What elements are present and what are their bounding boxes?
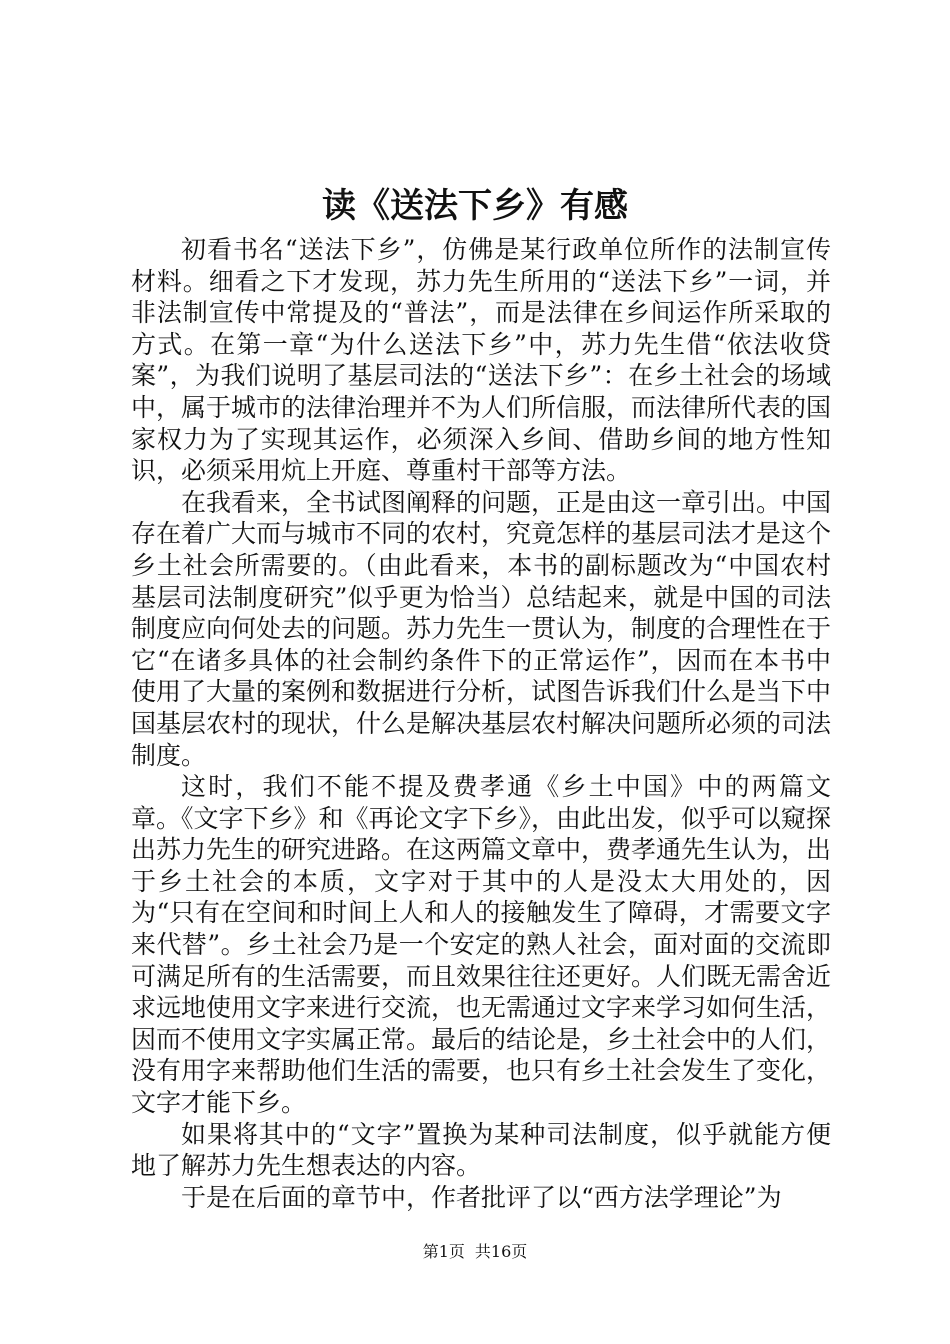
page-total: 共16页: [474, 1242, 528, 1261]
paragraph-5: 于是在后面的章节中，作者批评了以“西方法学理论”为: [181, 1182, 782, 1212]
paragraph-2: 在我看来，全书试图阐释的问题，正是由这一章引出。中国存在着广大而与城市不同的农村，究竟怎样的基层司法才是这个乡土社会所需要的。（由此看来，本书的副标题改为“中国农村基层司法制度研究”似乎更为恰当）总结起来，就是中国的司法制度应向何处去的问题。苏力先生一贯认为，制度的合理性在于它“在诸多具体的社会制约条件下的正常运作”，因而在本书中使用了大量的案例和数据进行分析，试图告诉我们什么是当下中国基层农村的现状，什么是解决基层农村解决问题所必须的司法制度。: [131, 487, 832, 770]
page-footer: [0, 1241, 950, 1263]
page-number: 第1页: [422, 1242, 465, 1261]
paragraph-1: 初看书名“送法下乡”，仿佛是某行政单位所作的法制宣传材料。细看之下才发现，苏力先生所用的“送法下乡”一词，并非法制宣传中常提及的“普法”，而是法律在乡间运作所采取的方式。在第一章“为什么送法下乡”中，苏力先生借“依法收贷案”，为我们说明了基层司法的“送法下乡”：在乡土社会的场域中，属于城市的法律治理并不为人们所信服，而法律所代表的国家权力为了实现其运作，必须深入乡间、借助乡间的地方性知识，必须采用炕上开庭、尊重村干部等方法。: [131, 235, 832, 486]
paragraph-3: 这时，我们不能不提及费孝通《乡土中国》中的两篇文章。《文字下乡》和《再论文字下乡》，由此出发，似乎可以窥探出苏力先生的研究进路。在这两篇文章中，费孝通先生认为，出于乡土社会的本质，文字对于其中的人是没太大用处的，因为“只有在空间和时间上人和人的接触发生了障碍，才需要文字来代替”。乡土社会乃是一个安定的熟人社会，面对面的交流即可满足所有的生活需要，而且效果往往还更好。人们既无需舍近求远地使用文字来进行交流，也无需通过文字来学习如何生活，因而不使用文字实属正常。最后的结论是，乡土社会中的人们，没有用字来帮助他们生活的需要，也只有乡土社会发生了变化，文字才能下乡。: [131, 772, 832, 1118]
document-title: 读《送法下乡》有感: [322, 186, 628, 226]
paragraph-4: 如果将其中的“文字”置换为某种司法制度，似乎就能方便地了解苏力先生想表达的内容。: [131, 1119, 831, 1181]
document-body: [131, 234, 831, 1213]
